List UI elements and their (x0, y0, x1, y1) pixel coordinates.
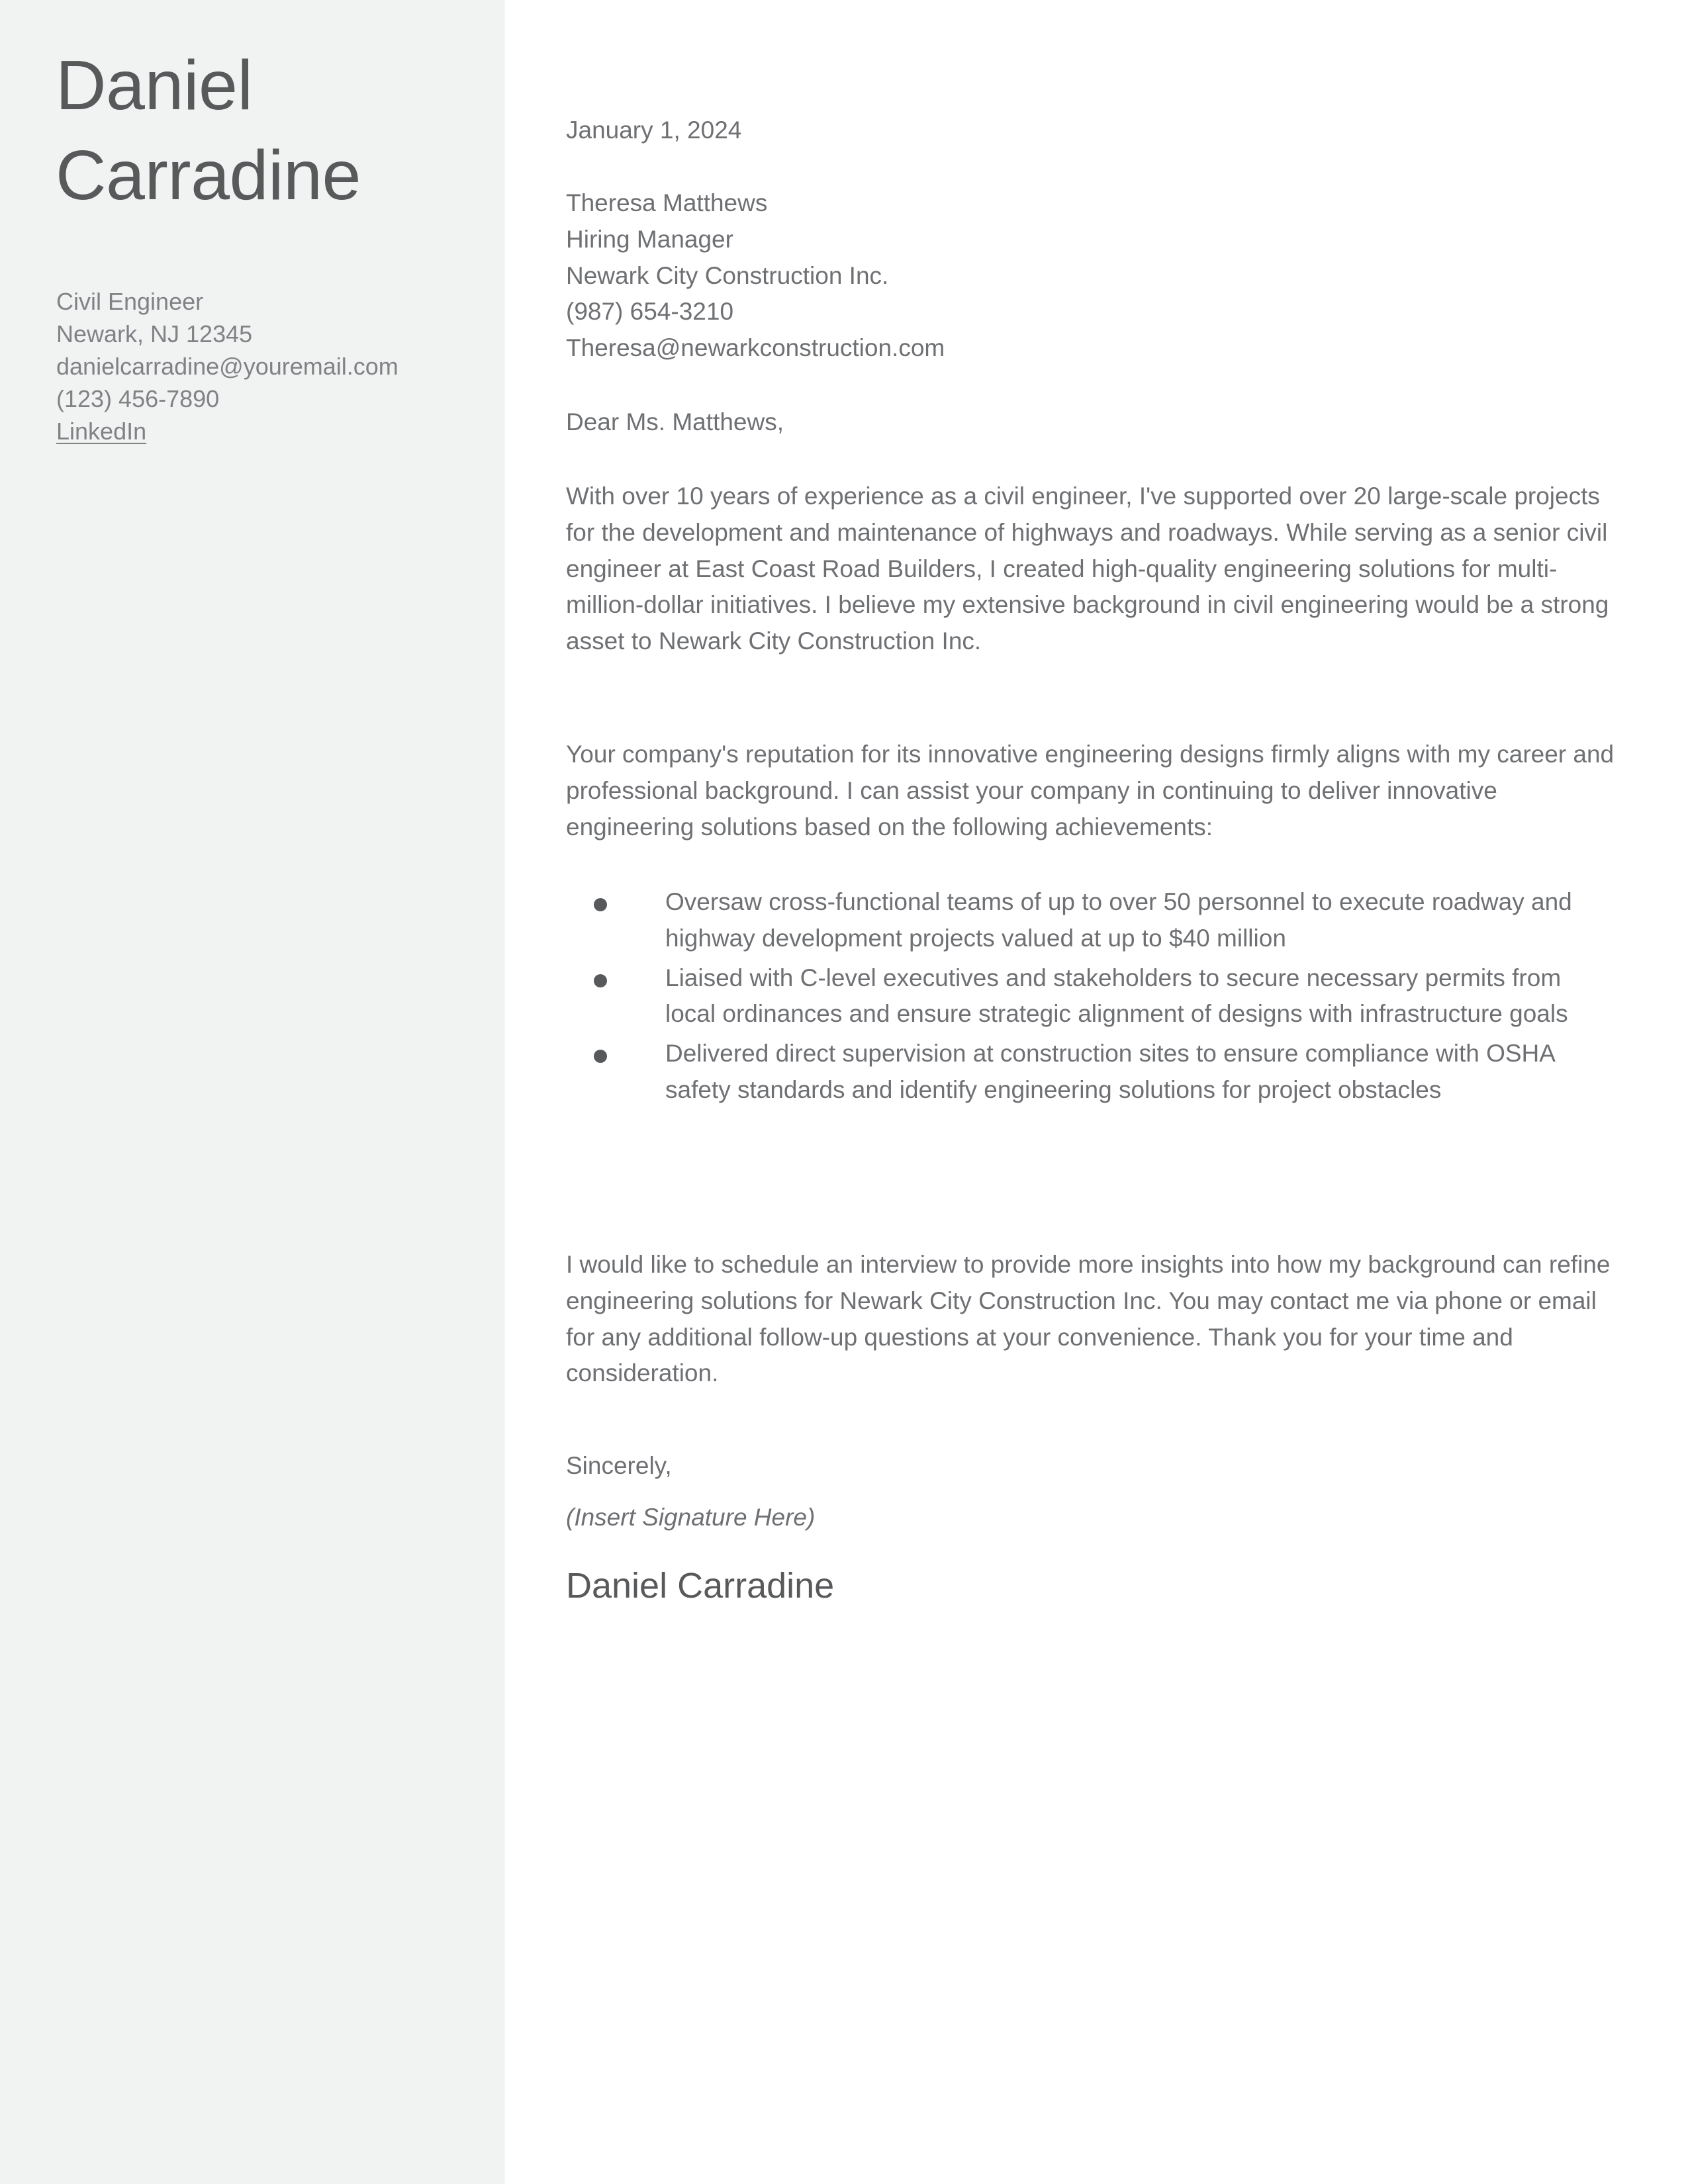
applicant-first-name: Daniel (56, 46, 253, 124)
list-item (566, 960, 1599, 1033)
applicant-job-title: Civil Engineer (56, 288, 204, 315)
applicant-location: Newark, NJ 12345 (56, 320, 253, 347)
applicant-name-heading (56, 41, 479, 220)
recipient-title: Hiring Manager (566, 225, 733, 253)
bullet-icon (594, 1050, 607, 1063)
achievements-list (566, 884, 1599, 1112)
letter-salutation: Dear Ms. Matthews, (566, 408, 784, 435)
applicant-linkedin-line (56, 416, 487, 448)
letter-paragraph-2: Your company's reputation for its innovative engineering designs firmly aligns with my career and professional background. I can assist your company in continuing to deliver innovative engineering solutions based on the following achievements: (566, 741, 1615, 841)
bullet-icon (594, 898, 607, 911)
list-item (566, 884, 1599, 957)
letter-paragraph-1: With over 10 years of experience as a civil engineer, I've supported over 20 large-scale projects for the development and maintenance of highways and roadways. While serving as a senior civil engineer at East Coast Road Builders, I created high-quality engineering solutions for multi-million-dollar initiatives. I believe my extensive background in civil engineering would be a strong asset to Newark City Construction Inc. (566, 482, 1609, 655)
achievement-text: Liaised with C-level executives and stakeholders to secure necessary permits from local ordinances and ensure strategic alignment of designs with infrastructure goals (665, 964, 1568, 1028)
applicant-phone: (123) 456-7890 (56, 385, 220, 412)
recipient-block (566, 185, 1618, 367)
list-item (566, 1036, 1599, 1109)
signature-name: Daniel Carradine (566, 1566, 835, 1606)
recipient-company: Newark City Construction Inc. (566, 261, 889, 289)
bullet-icon (594, 974, 607, 987)
letter-paragraph-3: I would like to schedule an interview to provide more insights into how my background can refine engineering solutions for Newark City Construction Inc. You may contact me via phone or email for any additional follow-up questions at your convenience. Thank you for your time and consideration. (566, 1251, 1611, 1387)
recipient-name: Theresa Matthews (566, 189, 768, 216)
letter-date: January 1, 2024 (566, 116, 742, 144)
achievement-text: Oversaw cross-functional teams of up to over 50 personnel to execute roadway and highway development projects valued at up to $40 million (665, 888, 1572, 952)
sidebar (0, 0, 504, 2184)
linkedin-link[interactable]: LinkedIn (56, 417, 147, 445)
applicant-last-name: Carradine (56, 136, 361, 214)
signature-placeholder: (Insert Signature Here) (566, 1504, 816, 1531)
letter-signoff: Sincerely, (566, 1452, 672, 1479)
achievement-text: Delivered direct supervision at construction sites to ensure compliance with OSHA safety standards and identify engineering solutions for project obstacles (665, 1040, 1554, 1103)
applicant-email[interactable]: danielcarradine@youremail.com (56, 352, 399, 380)
recipient-phone: (987) 654-3210 (566, 298, 734, 326)
applicant-contact-block (56, 286, 487, 448)
recipient-email[interactable]: Theresa@newarkconstruction.com (566, 334, 945, 361)
